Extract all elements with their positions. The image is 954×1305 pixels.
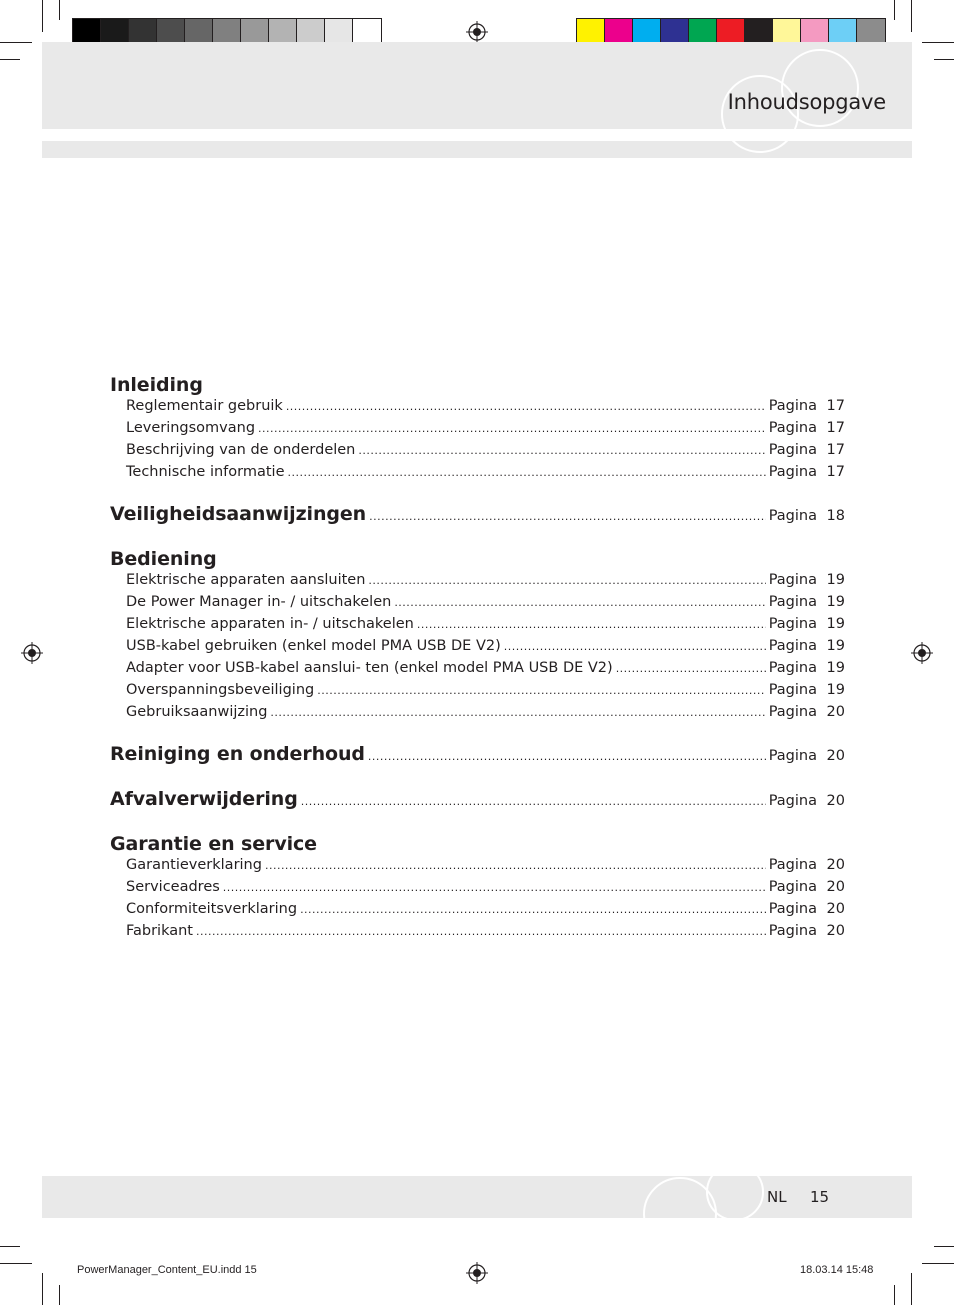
page-number: 15 [810, 1188, 830, 1206]
page-word: Pagina [768, 398, 817, 414]
crop-mark [42, 0, 43, 32]
entry-label: Beschrijving van de onderdelen [126, 442, 356, 458]
dot-leader [417, 616, 766, 632]
toc-entry [110, 398, 845, 420]
page-word: Pagina [768, 901, 817, 917]
toc-entry [110, 442, 845, 464]
page-word: Pagina [768, 793, 817, 809]
toc-entry [110, 572, 845, 594]
toc-entry [110, 638, 845, 660]
header-stripe [42, 141, 912, 158]
toc-section [110, 372, 845, 486]
registration-mark-icon [21, 642, 43, 664]
entry-label: Elektrische apparaten in- / uitschakelen [126, 616, 414, 632]
dot-leader [394, 594, 765, 610]
date-slug: 18.03.14 15:48 [800, 1264, 874, 1276]
entry-page-number: 19 [826, 682, 845, 698]
dot-leader [301, 790, 766, 809]
crop-mark [911, 0, 912, 32]
entry-label: Adapter voor USB-kabel aanslui- ten (enkel model PMA USB DE V2) [126, 660, 613, 676]
entry-label: Conformiteitsverklaring [126, 901, 298, 917]
toc-section-entry [110, 741, 845, 771]
page-word: Pagina [768, 420, 817, 436]
page-word: Pagina [768, 638, 817, 654]
page-word: Pagina [768, 879, 817, 895]
dot-leader [504, 638, 766, 654]
registration-mark-icon [466, 21, 488, 43]
entry-page-number: 20 [826, 879, 845, 895]
section-title: Veiligheidsaanwijzingen [110, 503, 367, 525]
entry-page-number: 19 [826, 616, 845, 632]
entry-label: Elektrische apparaten aansluiten [126, 572, 366, 588]
entry-page-number: 17 [826, 420, 845, 436]
entry-page-number: 19 [826, 594, 845, 610]
dot-leader [223, 879, 766, 895]
toc-entry [110, 879, 845, 901]
entry-label: USB-kabel gebruiken (enkel model PMA USB DE V2) [126, 638, 501, 654]
section-title: Inleiding [110, 374, 203, 396]
entry-page-number: 20 [826, 793, 845, 809]
entry-page-number: 20 [826, 704, 845, 720]
toc-entry [110, 594, 845, 616]
dot-leader [270, 704, 765, 720]
page-word: Pagina [768, 594, 817, 610]
crop-mark [894, 1285, 895, 1305]
entry-label: Garantieverklaring [126, 857, 262, 873]
page-word: Pagina [768, 464, 817, 480]
page-word: Pagina [768, 442, 817, 458]
entry-label: Leveringsomvang [126, 420, 256, 436]
entry-page-number: 17 [826, 464, 845, 480]
toc-section [110, 741, 845, 771]
toc-entry [110, 420, 845, 442]
entry-page-number: 19 [826, 572, 845, 588]
dot-leader [196, 923, 766, 939]
entry-page-number: 20 [826, 748, 845, 764]
page-word: Pagina [768, 857, 817, 873]
crop-mark [934, 59, 954, 60]
crop-mark [0, 1246, 20, 1247]
toc-section-entry [110, 501, 845, 531]
crop-mark [922, 1263, 954, 1264]
entry-page-number: 18 [826, 508, 845, 524]
entry-label: Gebruiksaanwijzing [126, 704, 268, 720]
toc-section [110, 501, 845, 531]
toc-section [110, 786, 845, 816]
page-word: Pagina [768, 572, 817, 588]
page-word: Pagina [768, 508, 817, 524]
dot-leader [258, 420, 766, 436]
page-word: Pagina [768, 682, 817, 698]
crop-mark [59, 0, 60, 20]
language-code: NL [767, 1188, 787, 1206]
section-title: Garantie en service [110, 833, 317, 855]
page-word: Pagina [768, 748, 817, 764]
crop-mark [0, 1263, 32, 1264]
toc-section-entry [110, 786, 845, 816]
crop-mark [42, 1273, 43, 1305]
page-word: Pagina [768, 616, 817, 632]
entry-label: Overspanningsbeveiliging [126, 682, 315, 698]
crop-mark [59, 1285, 60, 1305]
dot-leader [286, 398, 766, 414]
dot-leader [368, 572, 765, 588]
page-title: Inhoudsopgave [727, 90, 886, 114]
page-word: Pagina [768, 923, 817, 939]
registration-mark-icon [911, 642, 933, 664]
crop-mark [922, 42, 954, 43]
dot-leader [300, 901, 766, 917]
crop-mark [911, 1273, 912, 1305]
header-band [42, 42, 912, 129]
page-word: Pagina [768, 660, 817, 676]
section-title: Bediening [110, 548, 217, 570]
toc-section [110, 546, 845, 726]
entry-label: De Power Manager in- / uitschakelen [126, 594, 392, 610]
entry-label: Reglementair gebruik [126, 398, 283, 414]
entry-page-number: 19 [826, 660, 845, 676]
registration-mark-icon [466, 1262, 488, 1284]
crop-mark [894, 0, 895, 20]
toc-entry [110, 660, 845, 682]
dot-leader [616, 660, 766, 676]
file-slug: PowerManager_Content_EU.indd 15 [77, 1264, 257, 1276]
entry-label: Serviceadres [126, 879, 220, 895]
entry-page-number: 17 [826, 398, 845, 414]
crop-mark [0, 42, 32, 43]
dot-leader [368, 745, 766, 764]
dot-leader [358, 442, 765, 458]
toc-entry [110, 704, 845, 726]
dot-leader [317, 682, 765, 698]
entry-page-number: 20 [826, 901, 845, 917]
toc-entry [110, 464, 845, 486]
crop-mark [0, 59, 20, 60]
toc-entry [110, 923, 845, 945]
entry-label: Fabrikant [126, 923, 193, 939]
entry-page-number: 20 [826, 923, 845, 939]
entry-page-number: 20 [826, 857, 845, 873]
toc-entry [110, 682, 845, 704]
toc-entry [110, 901, 845, 923]
entry-label: Technische informatie [126, 464, 285, 480]
toc-entry [110, 857, 845, 879]
section-title: Afvalverwijdering [110, 788, 298, 810]
toc-entry [110, 616, 845, 638]
dot-leader [369, 505, 766, 524]
dot-leader [265, 857, 766, 873]
entry-page-number: 19 [826, 638, 845, 654]
toc-section [110, 831, 845, 945]
dot-leader [288, 464, 766, 480]
table-of-contents [110, 372, 845, 960]
section-title: Reiniging en onderhoud [110, 743, 365, 765]
entry-page-number: 17 [826, 442, 845, 458]
page-word: Pagina [768, 704, 817, 720]
crop-mark [934, 1246, 954, 1247]
